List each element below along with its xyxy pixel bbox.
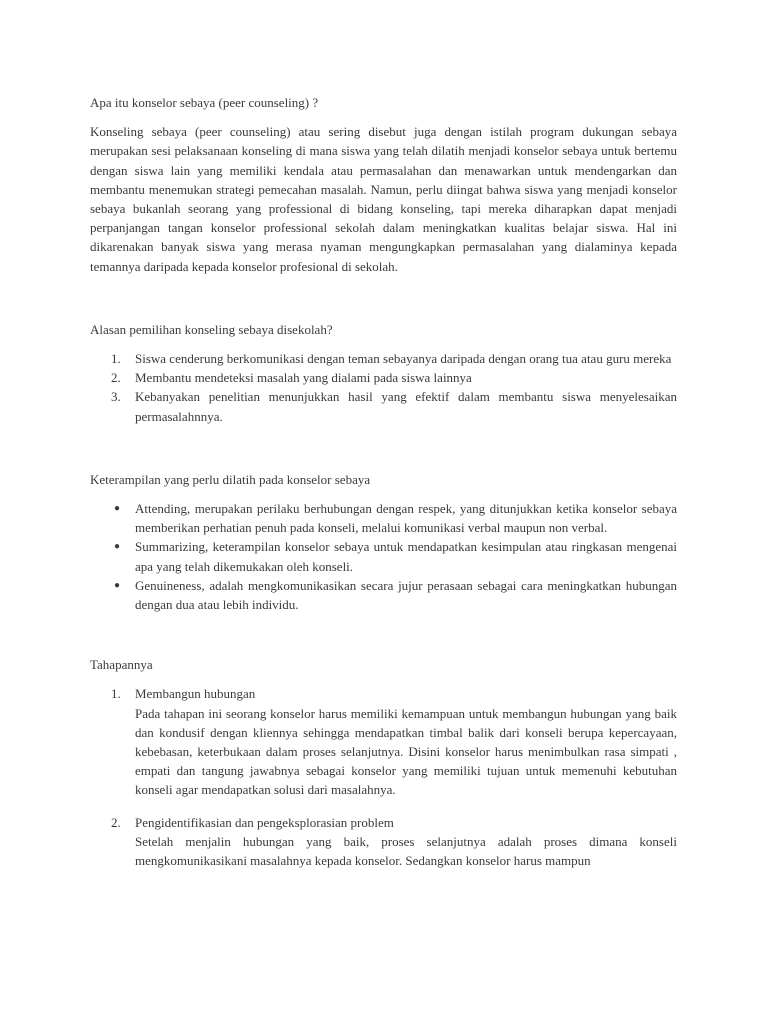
list-item: [90, 684, 677, 799]
bullet-icon: ●: [114, 541, 121, 553]
section-heading-skills: Keterampilan yang perlu dilatih pada konselor sebaya: [90, 471, 371, 487]
stage-title: Pengidentifikasian dan pengeksplorasian problem: [135, 814, 394, 830]
list-item-text: Genuineness, adalah mengkomunikasikan secara jujur perasaan sebagai cara meningkatkan hubungan dengan dua atau lebih individu.: [135, 577, 677, 613]
skills-list: [90, 499, 677, 614]
bullet-icon: ●: [114, 579, 121, 591]
stage-title: Membangun hubungan: [135, 686, 256, 702]
list-item: [90, 349, 677, 368]
stage-description: Setelah menjalin hubungan yang baik, proses selanjutnya adalah proses dimana konseli mengkomunikasikani masalahnya kepada konselor. Sedangkan konselor harus mampun: [135, 833, 677, 869]
list-item: [90, 576, 677, 614]
list-number: 2.: [111, 814, 121, 830]
list-item-text: Membantu mendeteksi masalah yang dialami pada siswa lainnya: [135, 370, 472, 386]
list-number: 3.: [111, 389, 121, 405]
list-item-text: Attending, merupakan perilaku berhubungan dengan respek, yang ditunjukkan ketika konselor sebaya memberikan perhatian penuh pada konseli, melalui komunikasi verbal maupun non verbal.: [135, 501, 677, 536]
section-heading-peer-counselor: Apa itu konselor sebaya (peer counseling) ?: [90, 95, 319, 110]
stage-description: Pada tahapan ini seorang konselor harus memiliki kemampuan untuk membangun hubungan yang baik dan kondusif dengan kliennya sehingga mendapatkan timbal balik dari konseli berupa kepercayaan, kebebasan, keterbukaan dalam proses selanjutnya. Disini konselor harus menimbulkan rasa simpati , empati dan tangung jawabnya sebagai konselor yang memiliki tujuan untuk memenuhi kebutuhan konseli agar mendapatkan solusi dari masalahnya.: [135, 705, 677, 798]
document-content: [90, 93, 677, 870]
list-item: [90, 368, 677, 387]
reasons-list: [90, 349, 677, 426]
paragraph-peer-counseling-definition: Konseling sebaya (peer counseling) atau sering disebut juga dengan istilah program dukungan sebaya merupakan sesi pelaksanaan konseling di mana siswa yang telah dilatih menjadi konselor sebaya untuk bertemu dengan siswa lain yang memiliki kendala atau permasalahan dan menawarkan untuk mendengarkan dan membantu menemukan strategi pemecahan masalah. Namun, perlu diingat bahwa siswa yang menjadi konselor sebaya bukanlah seorang yang professional di bidang konseling, tapi mereka diharapkan dapat menjadi perpanjangan tangan konselor professional sekolah dalam meningkatkan kualitas belajar siswa. Hal ini dikarenakan banyak siswa yang merasa nyaman mengungkapkan permasalahan yang dialaminya kepada temannya daripada kepada konselor profesional di sekolah.: [90, 124, 677, 274]
section-heading-stages: Tahapannya: [90, 657, 153, 673]
list-number: 2.: [111, 370, 121, 386]
list-item: [90, 537, 677, 575]
list-number: 1.: [111, 351, 121, 367]
list-item: [90, 499, 677, 537]
list-item-text: Siswa cenderung berkomunikasi dengan teman sebayanya daripada dengan orang tua atau guru mereka: [135, 351, 672, 367]
bullet-icon: ●: [114, 503, 121, 515]
list-item: [90, 813, 677, 871]
stages-list: [90, 684, 677, 870]
list-item: [90, 387, 677, 425]
list-item-text: Kebanyakan penelitian menunjukkan hasil yang efektif dalam membantu siswa menyelesaikan permasalahnnya.: [135, 389, 677, 424]
section-heading-reasons: Alasan pemilihan konseling sebaya disekolah?: [90, 321, 333, 337]
list-number: 1.: [111, 686, 121, 702]
list-item-text: Summarizing, keterampilan konselor sebaya untuk mendapatkan kesimpulan atau ringkasan mengenai apa yang telah dikemukakan oleh konseli.: [135, 539, 677, 574]
